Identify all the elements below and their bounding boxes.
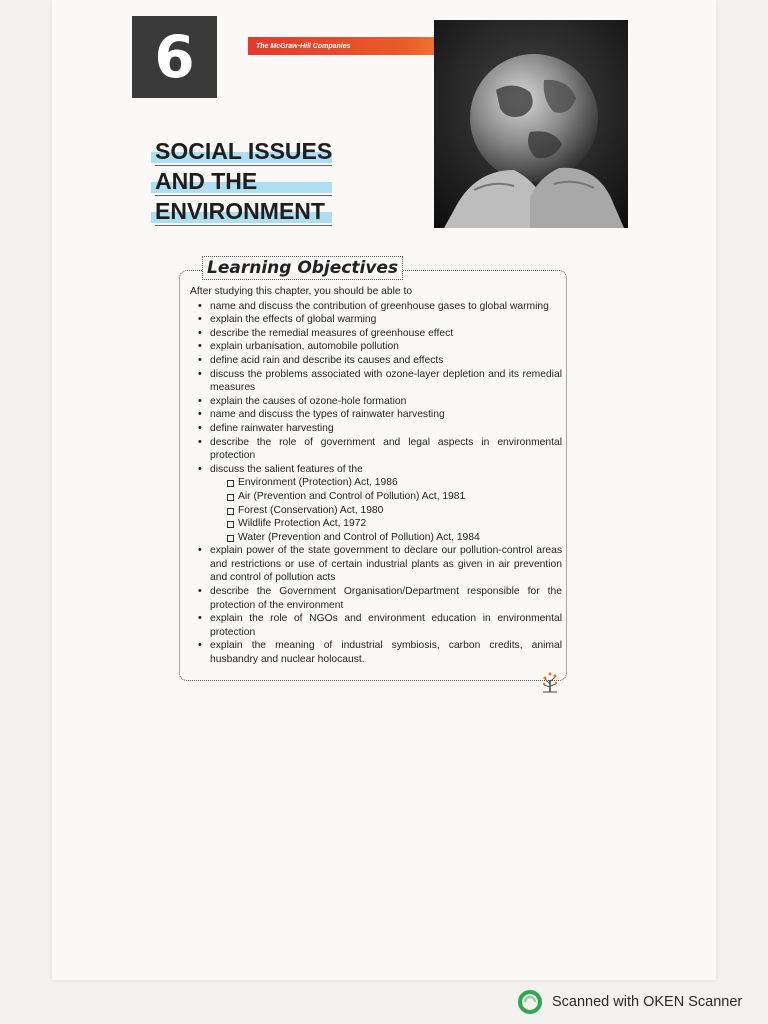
objective-item-acts [190,463,562,545]
act-item: Environment (Protection) Act, 1986 [226,476,562,490]
learning-objectives-content [190,285,562,667]
act-item: Wildlife Protection Act, 1972 [226,517,562,531]
publisher-name: The McGraw·Hill Companies [256,42,351,50]
objective-item: • define rainwater harvesting [190,422,562,436]
scanner-label: Scanned with OKEN Scanner [552,994,743,1010]
chapter-title-line: ENVIRONMENT [155,196,332,226]
act-item: Air (Prevention and Control of Pollution) Act, 1981 [226,490,562,504]
chapter-title-line: SOCIAL ISSUES [155,136,332,166]
objective-item-text: discuss the salient features of the [210,463,363,475]
chapter-title [155,136,332,226]
objectives-intro: After studying this chapter, you should be able to [190,286,413,297]
objectives-list [190,300,562,667]
objective-item: • name and discuss the contribution of greenhouse gases to global warming [190,300,562,314]
objective-item: • explain the meaning of industrial symbiosis, carbon credits, animal husbandry and nuclear holocaust. [190,639,562,666]
objective-item: • explain urbanisation, automobile pollution [190,340,562,354]
chapter-title-line: AND THE [155,166,332,196]
objective-item: • name and discuss the types of rainwater harvesting [190,408,562,422]
act-item: Water (Prevention and Control of Pollution) Act, 1984 [226,531,562,545]
objective-item: • explain the causes of ozone-hole formation [190,395,562,409]
objective-item: • define acid rain and describe its causes and effects [190,354,562,368]
globe-in-hands-photo [434,20,628,228]
act-item: Forest (Conservation) Act, 1980 [226,504,562,518]
chapter-number-badge: 6 [132,16,217,98]
scanner-watermark [518,990,742,1014]
oken-logo-icon [518,990,542,1014]
objective-item: • describe the Government Organisation/Department responsible for the protection of the environment [190,585,562,612]
learning-objectives-heading: Learning Objectives [202,256,403,280]
acts-list [210,476,562,544]
objective-item: • discuss the problems associated with ozone-layer depletion and its remedial measures [190,368,562,395]
objective-item: • describe the role of government and legal aspects in environmental protection [190,436,562,463]
objective-item: • explain the role of NGOs and environment education in environmental protection [190,612,562,639]
objective-item: • explain power of the state government to declare our pollution-control areas and restrictions or use of certain industrial plants as given in air prevention and control of pollution acts [190,544,562,585]
objective-item: • describe the remedial measures of greenhouse effect [190,327,562,341]
tree-icon [537,668,563,694]
objective-item: • explain the effects of global warming [190,313,562,327]
